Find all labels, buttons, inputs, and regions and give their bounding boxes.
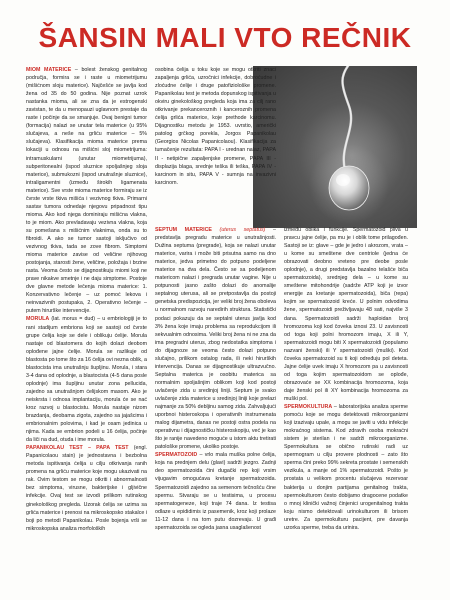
term-spermokultura: SPERMOKULTURA — [284, 404, 333, 411]
spermatozoid-micrograph-icon — [253, 66, 417, 228]
definition-morula: (lat. morus = dud) – u embriologiji je to rani stadijum embriona koji se sastoji od čvrste grupe ćelija koje se dele i oblikuju ćelije. Morula nastaje od blastomera do kojih dolazi deobom oplođene jajne ćelije. Morula se razlikuje od blastosta po tome što za 16 ćelija ovi nezna oblik, a blastocista ima unutrašnju šupljinu. Morula, i stara 3-4 dana od oplodnje, a blastocista (4-5 dana posle oplodnje) ima šupljinu unutar zona pellucida, zajedno sa unutrašnjom ćelijskom masom. Ako je neiskrsta i odnosa implantaciju, morula će se nać kroz razvoj u blastocistu. Morula nastaje nizom brazdanja, deobama zigota, zajedno sa jajašcima i embrionalnim polovima, i kad je osam jedinica u njima. Kada se embrion podeli u 16 ćelija, počinje da liči na dud, otuda i ime morula. — [26, 316, 147, 444]
spermatozoid-illustration — [253, 66, 417, 228]
term-septum-materice: SEPTUM MATERICE — [155, 227, 212, 233]
entry-spermokultura — [284, 403, 408, 532]
column-2 — [155, 66, 276, 576]
page-title: ŠANSIN MALI VTO REČNIK — [38, 22, 412, 53]
column-3 — [284, 226, 408, 576]
column-2-lower — [155, 226, 276, 566]
entry-papa-test — [26, 444, 147, 533]
term-septum-latin: (uterus septatus) — [211, 227, 266, 233]
column-1 — [26, 66, 147, 576]
entry-morula — [26, 315, 147, 444]
entry-spermatozoid — [155, 451, 276, 531]
definition-miom-materice: – bolest ženskog genitalnog područja, formira se i raste u miometrijumu (mišićnom sloju materice). Najčešće se javlja kod žena od 35 do 50 godina. Nije poznat uzrok nastanka mioma, ali se zna da je estrogenski zavistan, te da u menopauzi uglavnom prestaje da raste i počinje da se smanjuje. Ovaj benigni tumor (formacija) nalazi se unutar tela materice (u 95% slučajeva, a neše na grliću materice – 5% slučajeva). Klasifikacija mioma materice prema lokaciji u odnosu na mišićni sloj miometrijuma: intramuskularni (unutar miometrijuma), subperitonealni (ispod sluznice spoljašnjeg sloja materice), submukozni (ispod unutrašnje sluznice), intraligamentni (između širokih ligamenata materice). Sve vrste mioma materice formiraju se iz čvrste vrste tkiva mišića i vezivnog tkiva. Primarni sastav tumora odnedaje njegovu pripadnost tipu mioma. Ako kod njega dominiraju mišićna vlakna, to je miom. Ako prevladavaju vezivna vlakna, koja su pomešana s mišićnim vlaknima, onda su to fibroidi. A ako se tumor sastoji isključivo od vezivnog tkiva, tada se zove fibrom. Simptomi mioma materice zavise od veličine njihovog postojanja, starosti žene, veličine, položaja i brzine rasta. Veoma često se dijagnostikuju miomi koji ne prave nikakve smetnje i ne daju simptome. Postoje dve glavne metode lečenja mioma materice: 1. Konzervativno lečenje – uz pomoć lekova i neinvazivnih postupaka, 2. Operativno lečenje – putem hirurške intervencije. — [26, 67, 147, 315]
definition-papa-test: (engl. Papanicolaou stain) je jednostavna i bezbolna metoda ispitivanja ćelija u cilju otkrivanja ranih promena na grliću materice koje mogu ukazivati na rak. Ovim testom se mogu otkriti i abnormalnosti bez simptoma, virusne, bakterijske i gljivične infekcije. Ovaj test se izvodi prilikom rutinskog ginekološkog pregleda. Uzorak ćelija se uzima sa grlića materice i prenosi na mikroskopsko stakalce i boji po metodi Papanikolau. Posle bojenja vrši se mikroskopska analiza morfoloških — [26, 445, 147, 532]
papa-test-continuation — [155, 66, 276, 226]
term-spermatozoid: SPERMATOZOID — [155, 452, 198, 459]
definition-spermokultura: – laboratorijska analiza sperme pomoću koje se mogu detektovati mikroorganizmi koji izazivaju upale, a mogu se javiti u vidu infekcije mokraćnog sistema. Kod zdravih osoba mokraćni sistem je sterilan i ne sadrži mikroorganizme. Spermokultura se obično rutinski radi uz spermogram u cilju provere plodnosti – zato što sperma čini preko 99% sekreta prostate i semenskih vezikula, a manje od 1% spermatozoidi. Pošto je prostata u velikom procentu slučajeva rezervoar bakterija u donjim partijama genitalnog trakta, spermokulturom često dobijamo dragocene podatke o mnoj klinički važnoj činjenici urogenitalnog trakta koju nismo detektovali urinokulturom ili brisom uretre. Za spermokulturu pacijent, pre davanja uzorka sperme, treba da urinira. — [284, 404, 408, 531]
definition-spermatozoid-continued: između oblika i funkcije. Spermatozoid pliva u pravcu jajne ćelije, pa mu je i oblik tome prilagođen. Sastoji se iz: glave – gde je jedro i akrozom, vrata – u kome su smeštene dve centriole (jedna će obrazovati deobno vreteno pre deobe posle oplodnje), a drugi predstavlja bazalno telašće biča spermatozoida), srednjeg dela – u kome su smeštene mitohondrije (sadrže ATP koji je izvor energije za kretanje spermatozoida), biča (repa) kojim se spermatozoid kreće. U polnim odvodima žene, spermatozoidi preživljavaju 48 sati, najviše 3 dana. Spermatozoidi sadrži haploidan broj hromozoma koji kod čoveka iznosi 23. U zavisnosti od toga koji polni hromozom imaju, X ili Y, spermatozoidi mogu biti X spermatozoidi (populamo nazvani ženski) ili Y spermatozoidi (muški). Kod čoveka spermatozoid su ti koji određuju pol deteta. Jajne ćelije uvek imaju X hromozom pa u zavisnosti od toga kojim spermatozoidom se oplođe, obrazovaće se XX kombinacija hromozoma, koja daje ženski pol ili XY kombinacija hromozoma za muški pol. — [284, 227, 408, 402]
term-papa-test: PAPANIKOLAU TEST – PAPA TEST — [26, 445, 129, 452]
term-miom-materice: MIOM MATERICE — [26, 67, 72, 73]
term-morula: MORULA — [26, 316, 50, 323]
definition-septum-materice: – predstavlja pregradu materice u unutrašnjosti. Dužina septuma (pregrade), koja se nalazi unutar materice, varira i može biti prisutna samo na dno materice, jedva primetno do potpuno podeljene materice na dva dela. Često se sa podeljenom matericom nalazi i pregrada unutar vagine. Nije u potpunosti jasno zašto dolazi do anomalije septalnog uterusa, ali se pretpostavlja da postoji genetska predispozicija, jer veliki broj žena oboleva u normalnom razvoju naredirih struktura. Statistički podaci pokazuju da se septalni uterus javlja kod 3% žena koje imaju problema sa reprodukcijom ili sekvualnim odnosima. Veliki broj žena ni ne zna da ima pregradni uterus, zbog nedostatka simptoma i do dijagnoze se veoma često dolazi potpuno slučajno, prilikom ostalog rada, ili neki hirurških intervencija. Danas se dijagnostikuje ultrazvučno. Septalna materica je osobitu materica sa normalnim spoljašnjim oblikom koji kod postoji uvlačenje zida u sredinjoj liniji. Septum je svako uvlačenje zida materice u sredinjoj liniji koje prelazi najmanje za 50% debljinu samog zida. Zahvaljujući uporbnoi histeroskopa i operativnih instrumenata malog dijametra, danas ne postoji ostra podela na operativnu i dijagnostičku histeroskopiju, već je kao što je ranije navedeno moguće u istom aktu tretirati patološke promene, ukoliko postoje. — [155, 227, 276, 451]
entry-miom-materice — [26, 66, 147, 315]
definition-spermatozoid: – vrlo mala muška polne ćelija, koja na prednjem delu (glavi) sadrži jezgro. Zadnji deo spermatozoida čini dugački rep koji vrsim vijugavim omogućava kretanje spermatozoida. Spermatozoidi zajedno sa semenom tečnošću čine spermu. Stvaraju se u testisima, u procesu spermatogeneze, koji traje 74 dana. Iz testisa odlaze u epididimis iz pasemenik, kroz koji prolaze 11-12 dana i na tom putu dozrevaju. U građi spermatozoida se ogleda jasna usaglašenost — [155, 452, 276, 531]
definition-papa-test-continued: osobina ćelija u toku koje se mogu otkriti znaci zapaljenja grlića, uzročnici infekcije, dobroćudne i zloćudne ćelije i druge patofiziološke promene. Papanikolau test je metoda dopunskog ispitivanja u okviru ginekološkog pregleda koja ima za cilj rano otkrivanje prekanceroznih i kanceroznih promena ćelija grlića materice, koje prethode karcinomu. Dijagnostiku metodu je 1953. uvrstio, američki patolog grčkog porekla, Jorgos Papanikolau (Georgios Nicolas Papanicolaou). Klasifikacija za tumačenje rezultata: PAPA I - urednan nalaz, PAPA II - netipične zapaljenjske promene, PAPA III - displazija blaga, srednje teška ili teška, PAPA IV - karcinom in situ, PAPA V - sumnja na invazivni karcinom. — [155, 67, 276, 186]
entry-septum-materice — [155, 226, 276, 451]
